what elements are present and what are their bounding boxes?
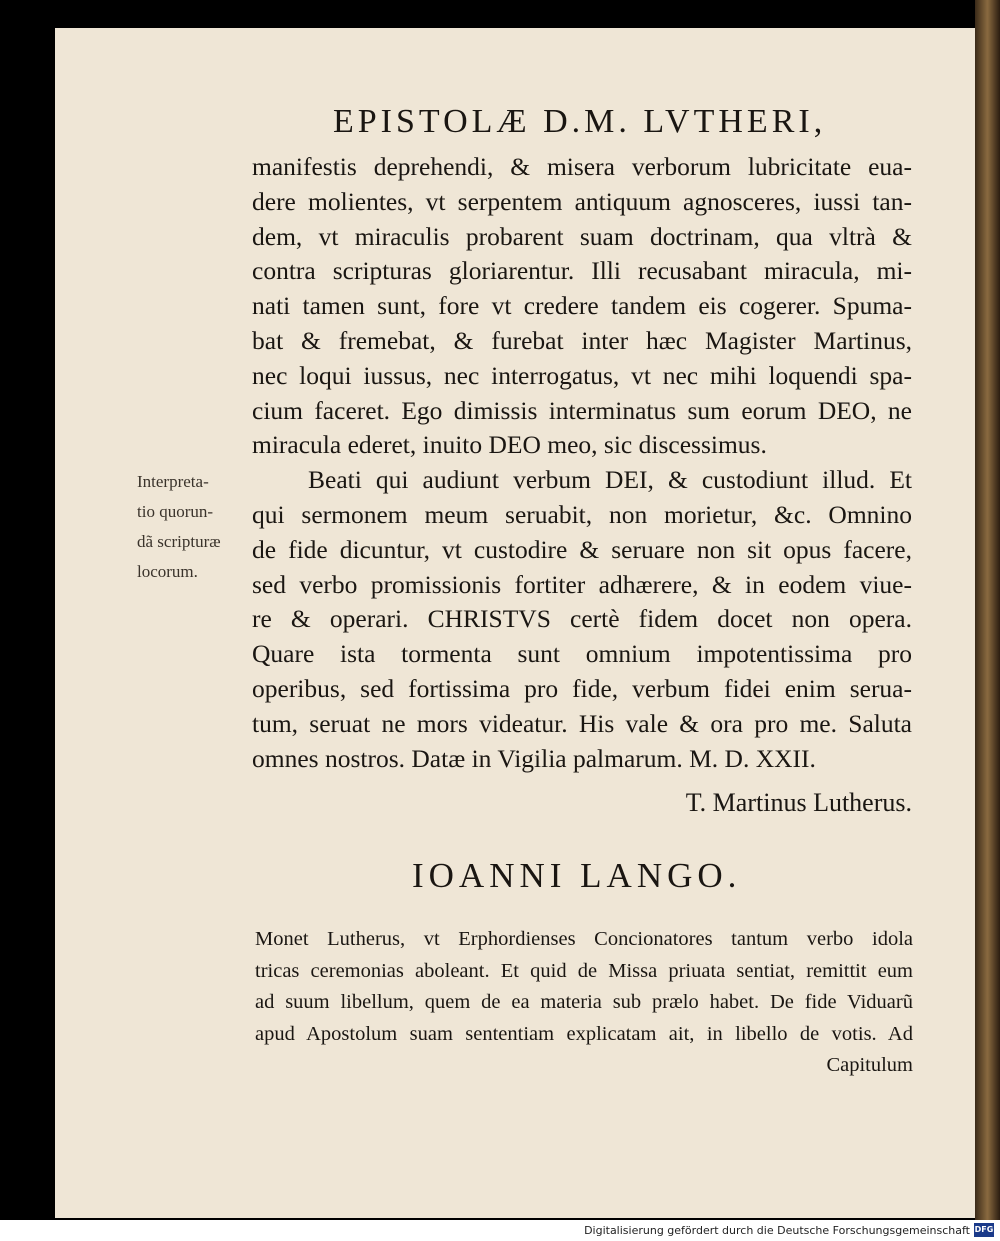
- summary-line: tricas ceremonias aboleant. Et quid de Missa priuata sentiat, remittit eum: [255, 959, 913, 982]
- body-line: Beati qui audiunt verbum DEI, & custodiunt illud. Et: [308, 465, 912, 495]
- body-line: sed verbo promissionis fortiter adhærere, & in eodem viue-: [252, 569, 912, 599]
- letter-body: [252, 150, 912, 776]
- body-line: Quare ista tormenta sunt omnium impotentissima pro: [252, 639, 912, 669]
- summary-line: Capitulum: [826, 1054, 913, 1076]
- book-spine: [975, 0, 1000, 1220]
- running-header: EPISTOLÆ D.M. LVTHERI,: [333, 103, 827, 140]
- body-line: dere molientes, vt serpentem antiquum agnosceres, iussi tan-: [252, 186, 912, 216]
- marginal-note: [137, 467, 255, 587]
- signature: T. Martinus Lutherus.: [685, 788, 912, 817]
- summary-line: apud Apostolum suam sententiam explicatam ait, in libello de votis. Ad: [255, 1022, 913, 1045]
- summary-line: Monet Lutherus, vt Erphordienses Concionatores tantum verbo idola: [255, 928, 913, 950]
- body-line: bat & fremebat, & furebat inter hæc Magister Martinus,: [252, 325, 912, 355]
- marginal-note-line: locorum.: [137, 562, 198, 581]
- marginal-note-line: Interpreta-: [137, 472, 209, 491]
- body-line: nec loqui iussus, nec interrogatus, vt nec mihi loquendi spa-: [252, 360, 912, 390]
- body-line: contra scripturas gloriarentur. Illi recusabant miracula, mi-: [252, 256, 912, 286]
- body-line: manifestis deprehendi, & misera verborum lubricitate eua-: [252, 152, 912, 181]
- body-line: omnes nostros. Datæ in Vigilia palmarum. M. D. XXII.: [252, 743, 816, 773]
- footer-bar: [0, 1220, 1000, 1241]
- letter-title: IOANNI LANGO.: [412, 856, 742, 895]
- marginal-note-line: dã scripturæ: [137, 532, 221, 551]
- body-line: miracula ederet, inuito DEO meo, sic discessimus.: [252, 430, 767, 460]
- dfg-logo: DFG: [974, 1223, 994, 1237]
- marginal-note-line: tio quorun-: [137, 502, 214, 521]
- body-line: tum, seruat ne mors videatur. His vale & ora pro me. Saluta: [252, 708, 912, 738]
- body-line: operibus, sed fortissima pro fide, verbum fidei enim serua-: [252, 673, 912, 703]
- summary-line: ad suum libellum, quem de ea materia sub prælo habet. De fide Viduarũ: [255, 991, 913, 1013]
- body-line: qui sermonem meum seruabit, non morietur, &c. Omnino: [252, 499, 912, 529]
- body-line: re & operari. CHRISTVS certè fidem docet non opera.: [252, 604, 912, 634]
- body-line: nati tamen sunt, fore vt credere tandem eis cogerer. Spuma-: [252, 291, 912, 321]
- funding-notice: Digitalisierung gefördert durch die Deutsche Forschungsgemeinschaft: [584, 1224, 970, 1237]
- body-line: cium faceret. Ego dimissis interminatus sum eorum DEO, ne: [252, 395, 912, 425]
- letter-summary: [255, 924, 913, 1082]
- body-line: dem, vt miraculis probarent suam doctrinam, qua vltrà &: [252, 221, 912, 251]
- body-line: de fide dicuntur, vt custodire & seruare non sit opus facere,: [252, 534, 912, 564]
